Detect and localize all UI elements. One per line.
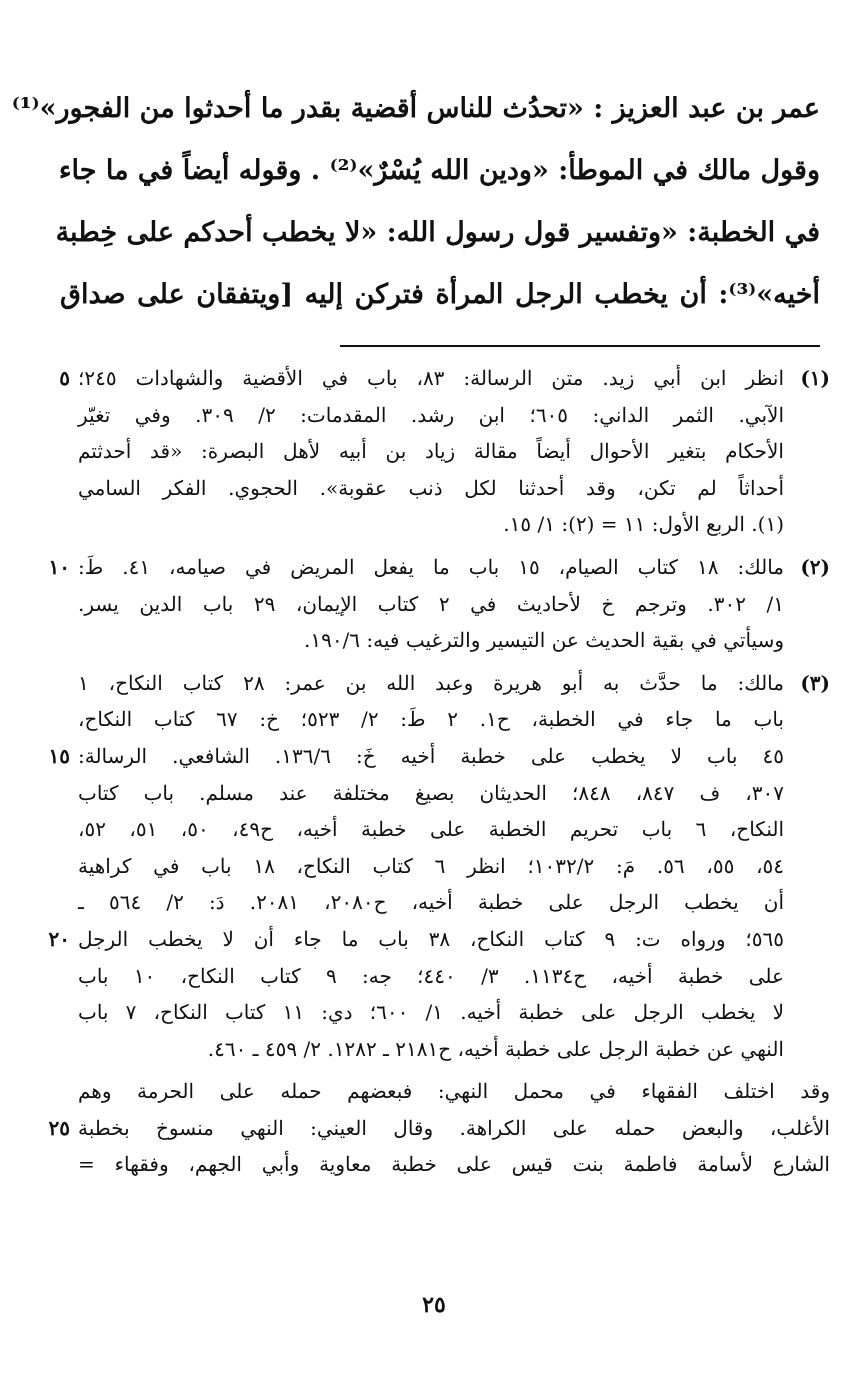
main-text-line: وقول مالك في الموطأ: «ودين الله يُسْرٌ»⁽²⁾ . وقوله أيضاً في ما جاء [58, 155, 820, 186]
footnote-line [30, 1073, 830, 1110]
footnotes [30, 360, 830, 1183]
footnote-text: (١). الربع الأول: ١١ = (٢): ١/ ١٥. [503, 512, 784, 537]
footnote-text: مالك: ١٨ كتاب الصيام، ١٥ باب ما يفعل المريض في صيامه، ٤١. طَ: [78, 554, 784, 579]
page-number: ٢٥ [422, 1292, 446, 1318]
footnote-line [30, 665, 830, 702]
footnote-text: وقد اختلف الفقهاء في محمل النهي: فبعضهم حمله على الحرمة وهم [78, 1079, 830, 1104]
footnote-text: باب ما جاء في الخطبة، ح١. ٢ طَ: ٢/ ٥٢٣؛ خ: ٦٧ كتاب النكاح، [78, 707, 784, 732]
footnote-text: النكاح، ٦ باب تحريم الخطبة على خطبة أخيه، ح٤٩، ٥٠، ٥١، ٥٢، [78, 817, 785, 842]
footnote-text: الأحكام بتغير الأحوال أيضاً مقالة زياد بن أبيه لأهل البصرة: «قد أحدثتم [78, 439, 784, 464]
footnote-text: على خطبة أخيه، ح١١٣٤. ٣/ ٤٤٠؛ جه: ٩ كتاب النكاح، ١٠ باب [78, 963, 784, 988]
footnote-line [30, 921, 830, 958]
footnote-text: ٣٠٧، ف ٨٤٧، ٨٤٨؛ الحديثان بصيغ مختلفة عند مسلم. باب كتاب [78, 780, 784, 805]
footnote-number: (١) [800, 366, 830, 390]
line-number: ٢٥ [48, 1115, 70, 1140]
footnote-text: الآبي. الثمر الداني: ٦٠٥؛ ابن رشد. المقدمات: ٢/ ٣٠٩. وفي تغيّر [78, 402, 785, 427]
line-number: ١٥ [48, 743, 70, 768]
main-text-line: في الخطبة: «وتفسير قول رسول الله: «لا يخطب أحدكم على خِطبة [55, 217, 820, 248]
footnote-text: الأغلب، والبعض حمله على الكراهة. وقال العيني: النهي منسوخ بخطبة [78, 1115, 830, 1140]
footnote-line [30, 884, 830, 921]
footnote-line [30, 622, 830, 659]
footnote-line [30, 994, 830, 1031]
footnote-text: ٥٤، ٥٥، ٥٦. مَ: ١٠٣٢/٢؛ انظر ٦ كتاب النكاح، ١٨ باب في كراهية [78, 853, 785, 878]
footnote-line [30, 1110, 830, 1147]
footnote-text: النهي عن خطبة الرجل على خطبة أخيه، ح٢١٨١ ـ ١٢٨٢. ٢/ ٤٥٩ ـ ٤٦٠. [207, 1036, 784, 1061]
footnote-line [30, 701, 830, 738]
footnote-line [30, 360, 830, 397]
footnote-line [30, 775, 830, 812]
footnote-number: (٢) [800, 554, 830, 579]
footnote-text: أن يخطب الرجل على خطبة أخيه، ح٢٠٨٠، ٢٠٨١. دَ: ٢/ ٥٦٤ ـ [78, 890, 785, 915]
footnote-text: ٥٦٥؛ ورواه ت: ٩ كتاب النكاح، ٣٨ باب ما جاء أن لا يخطب الرجل [78, 926, 784, 951]
footnote-line [30, 506, 830, 543]
footnote-line [30, 586, 830, 623]
footnote-line [30, 738, 830, 775]
line-number: ١٠ [48, 554, 70, 579]
main-text-line: أخيه»⁽³⁾: أن يخطب الرجل المرأة فتركن إليه [ويتفقان على صداق [60, 279, 820, 310]
footnote-text: انظر ابن أبي زيد. متن الرسالة: ٨٣، باب في الأقضية والشهادات ٢٤٥؛ [78, 366, 785, 390]
footnote-separator [340, 345, 820, 347]
footnote-text: أحداثاً لم تكن، وقد أحدثنا لكل ذنب عقوبة». الحجوي. الفكر السامي [78, 475, 784, 500]
footnote-text: وسيأتي في بقية الحديث عن التيسير والترغيب فيه: ١٩٠/٦. [303, 628, 784, 653]
footnote-line [30, 433, 830, 470]
footnote-line [30, 811, 830, 848]
footnote-text: ١/ ٣٠٢. وترجم خ لأحاديث في ٢ كتاب الإيمان، ٢٩ باب الدين يسر. [78, 591, 784, 616]
main-text-line: عمر بن عبد العزيز : «تحدُث للناس أقضية بقدر ما أحدثوا من الفجور»⁽¹⁾ [11, 93, 820, 124]
footnote-line [30, 549, 830, 586]
line-number: ٢٠ [48, 926, 70, 951]
footnote-line [30, 1146, 830, 1183]
footnote-text: ٤٥ باب لا يخطب على خطبة أخيه خَ: ١٣٦/٦. الشافعي. الرسالة: [78, 743, 784, 768]
main-text [11, 78, 820, 326]
footnote-line [30, 470, 830, 507]
footnote-text: لا يخطب الرجل على خطبة أخيه. ١/ ٦٠٠؛ دي: ١١ كتاب النكاح، ٧ باب [78, 1000, 784, 1025]
footnote-text: مالك: ما حدَّث به أبو هريرة وعبد الله بن عمر: ٢٨ كتاب النكاح، ١ [78, 670, 784, 695]
line-number: ٥ [59, 366, 70, 390]
footnote-line [30, 848, 830, 885]
footnote-number: (٣) [800, 670, 830, 695]
footnote-line [30, 397, 830, 434]
footnote-line [30, 1031, 830, 1068]
footnote-text: الشارع لأسامة فاطمة بنت قيس على خطبة معاوية وأبي الجهم، وفقهاء = [78, 1152, 830, 1177]
footnote-line [30, 958, 830, 995]
